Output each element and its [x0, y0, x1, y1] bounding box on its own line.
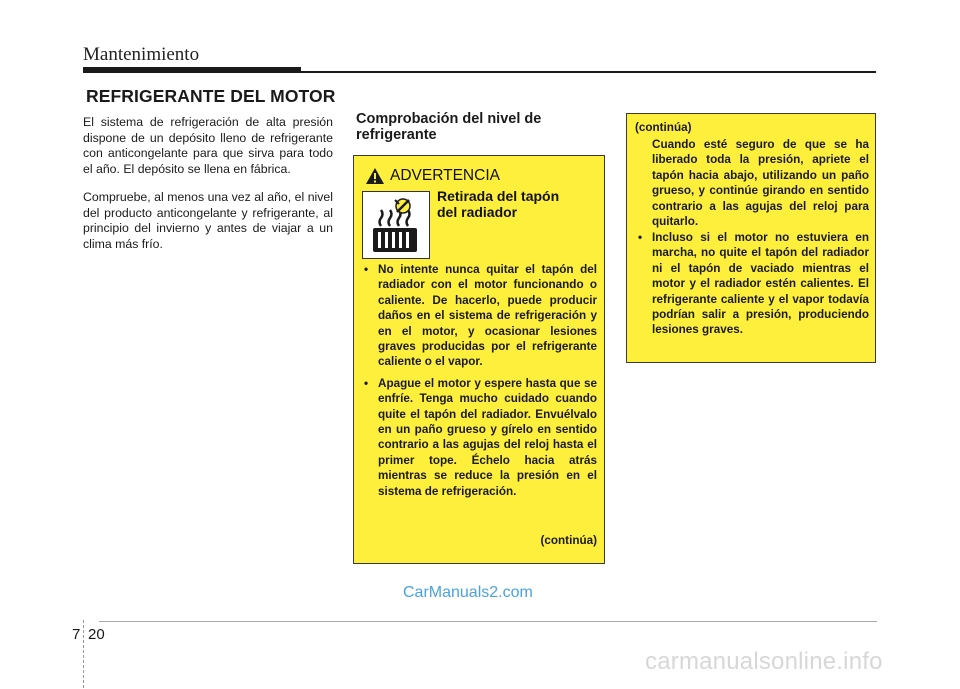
intro-paragraph: Compruebe, al menos una vez al año, el nivel del producto anticongelante y refrigerante, al principio del invierno y antes de viajar a un clima más frío.: [83, 190, 333, 251]
warning-title: ADVERTENCIA: [390, 167, 500, 184]
continued-bullet-list: [635, 230, 869, 344]
list-item: [635, 230, 869, 338]
bullet-icon: •: [364, 376, 369, 390]
bullet-icon: •: [364, 263, 369, 276]
page-number: 20: [88, 626, 105, 643]
header-rule-thick: [83, 67, 301, 73]
chapter-number: 7: [72, 626, 81, 643]
warning-subtitle-line: del radiador: [437, 204, 518, 220]
continues-label: (continúa): [540, 534, 597, 547]
footer-rule: [99, 621, 877, 622]
intro-paragraph: El sistema de refrigeración de alta presión dispone de un depósito lleno de refrigerante con anticongelante para que sirva para todo el año. El depósito se llena en fábrica.: [83, 115, 333, 176]
warning-subtitle: [437, 188, 559, 220]
warning-bullet-list: [361, 262, 597, 505]
warning-subtitle-line: Retirada del tapón: [437, 188, 560, 204]
page-header-title: Mantenimiento: [83, 44, 200, 65]
bullet-text: No intente nunca quitar el tapón del radiador con el motor funcionando o caliente. De hacerlo, puede producir daños en el sistema de refrigeración y en el motor, y ocasionar lesiones graves producidas por el refrigerante caliente o el vapor.: [378, 263, 597, 369]
watermark-link[interactable]: CarManuals2.com: [403, 584, 533, 601]
section-heading: REFRIGERANTE DEL MOTOR: [86, 86, 336, 106]
header-rule-thin: [301, 71, 876, 73]
warning-triangle-icon: [365, 167, 385, 185]
bullet-text: Apague el motor y espere hasta que se enfríe. Tenga mucho cuidado cuando quite el tapón del radiador. Envuélvalo en un paño grueso y gírelo en sentido contrario a las agujas del reloj hasta el primer tope. Échelo hacia atrás mientras se reduce la presión en el sistema de refrigeración.: [378, 376, 597, 498]
bullet-icon: •: [638, 231, 643, 244]
bullet-text: Incluso si el motor no estuviera en marcha, no quite el tapón del radiador ni el tapón de vaciado mientras el motor y el radiador estén calientes. El refrigerante caliente y el vapor todavía podrían salir a presión, produciendo lesiones graves.: [652, 231, 869, 337]
continued-text: Cuando esté seguro de que se ha liberado toda la presión, apriete el tapón hacia abajo, utilizando un paño grueso, y continúe girando en sentido contrario a las agujas del reloj para quitarlo.: [652, 138, 869, 229]
continued-label: (continúa): [635, 121, 692, 134]
subsection-heading: Comprobación del nivel de refrigerante: [356, 111, 542, 143]
hot-radiator-icon: [362, 191, 430, 259]
footer-divider: [83, 620, 84, 688]
list-item: [361, 376, 597, 499]
list-item: [361, 262, 597, 370]
site-watermark: carmanualsonline.info: [645, 648, 883, 675]
